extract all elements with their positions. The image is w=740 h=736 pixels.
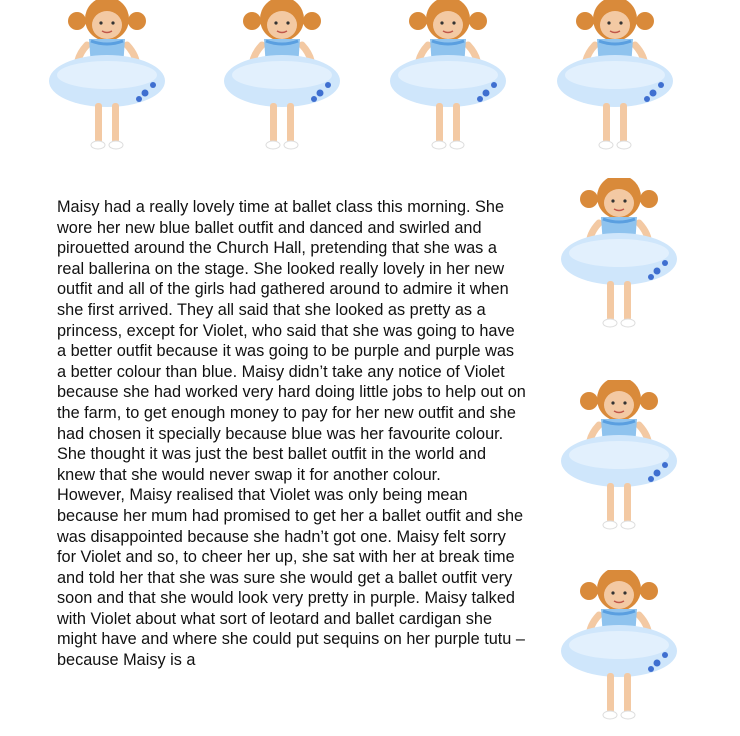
ballerina-doll-image <box>218 0 346 160</box>
story-paragraph: However, Maisy realised that Violet was only being mean because her mum had promised to get her a ballet outfit and she was disappointed because she hadn’t got one. Maisy felt sorry for Violet and so, to cheer her up, she sat with her at break time and told her that she was sure she would get a ballet outfit very soon and that she would look very pretty in purple. Maisy talked with Violet about what sort of leotard and ballet cardigan she might have and where she could put sequins on her purple tutu – because Maisy is a <box>57 486 525 670</box>
ballerina-doll-image <box>551 0 679 160</box>
story-text <box>57 197 527 671</box>
ballerina-doll-image <box>384 0 512 160</box>
ballerina-doll-image <box>43 0 171 160</box>
story-paragraph: Maisy had a really lovely time at ballet class this morning. She wore her new blue ballet outfit and danced and swirled and pirouetted around the Church Hall, pretending that she was a real ballerina on the stage. She looked really lovely in her new outfit and all of the girls had gathered around to admire it when she first arrived. They all said that she looked as pretty as a princess, except for Violet, who said that she was going to have a better outfit because it was going to be purple and purple was a better colour than blue. Maisy didn’t take any notice of Violet because she had worked very hard doing little jobs to help out on the farm, to get enough money to pay for her new outfit and she had chosen it specially because blue was her favourite colour. She thought it was just the best ballet outfit in the world and knew that she would never swap it for another colour. <box>57 198 526 484</box>
ballerina-doll-image <box>555 178 683 338</box>
ballerina-doll-image <box>555 570 683 730</box>
ballerina-doll-image <box>555 380 683 540</box>
